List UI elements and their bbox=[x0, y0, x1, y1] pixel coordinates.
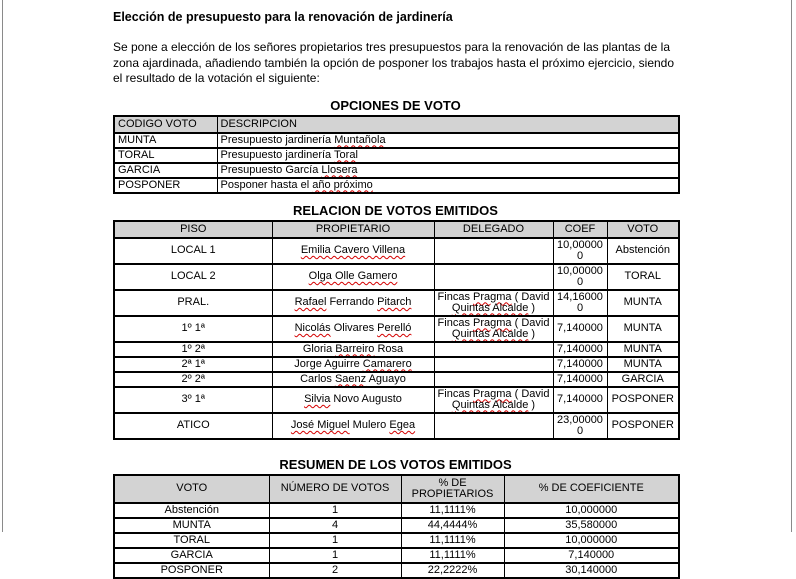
spellcheck-underlined-text: año próximo bbox=[312, 178, 373, 191]
cell-voto: TORAL bbox=[114, 533, 269, 548]
plain-text: Posponer hasta el bbox=[220, 178, 313, 191]
intro-line: zona ajardinada, añadiendo también la opción de posponer los trabajos hasta el próximo ejercicio, siendo bbox=[113, 55, 675, 70]
table-row bbox=[114, 372, 679, 387]
cell-piso: 1º 2ª bbox=[114, 342, 272, 357]
cell-pct-coeficiente: 35,580000 bbox=[504, 518, 679, 533]
spellcheck-underlined-text: Pitarch bbox=[377, 296, 412, 308]
spellcheck-underlined-text: Emilia Cavero Villena bbox=[300, 244, 406, 256]
table-row bbox=[114, 316, 679, 342]
cell-voto: POSPONER bbox=[607, 413, 679, 439]
spellcheck-underlined-text: Quintas Alcalde bbox=[451, 398, 529, 411]
plain-text: ) bbox=[528, 398, 536, 411]
table-row bbox=[114, 238, 679, 264]
spellcheck-underlined-text: Perelló bbox=[377, 322, 412, 334]
cell-delegado bbox=[434, 316, 553, 342]
table-row bbox=[114, 163, 679, 178]
cell-codigo-voto: MUNTA bbox=[114, 133, 217, 148]
plain-text: Novo Augusto bbox=[330, 393, 402, 405]
cell-voto: MUNTA bbox=[607, 316, 679, 342]
opciones-de-voto-table bbox=[113, 115, 680, 194]
plain-text: ) bbox=[528, 327, 536, 340]
cell-codigo-voto: TORAL bbox=[114, 148, 217, 163]
table-row bbox=[114, 357, 679, 372]
cell-pct-coeficiente: 10,000000 bbox=[504, 503, 679, 518]
cell-voto: POSPONER bbox=[607, 387, 679, 413]
cell-descripcion bbox=[217, 148, 679, 163]
cell-pct-coeficiente: 10,000000 bbox=[504, 533, 679, 548]
spellcheck-underlined-text: Silvia bbox=[304, 393, 331, 405]
cell-propietario bbox=[272, 316, 434, 342]
cell-codigo-voto: POSPONER bbox=[114, 178, 217, 193]
plain-text: Jorge Aguirre bbox=[294, 357, 363, 370]
column-header: VOTO bbox=[114, 475, 269, 503]
cell-coef: 10,000000 bbox=[553, 264, 607, 290]
column-header: VOTO bbox=[607, 221, 679, 238]
spellcheck-underlined-text: Olga Olle Gamero bbox=[308, 270, 398, 282]
cell-voto: POSPONER bbox=[114, 563, 269, 578]
cell-voto: Abstención bbox=[114, 503, 269, 518]
column-header: NÚMERO DE VOTOS bbox=[269, 475, 401, 503]
spellcheck-underlined-text: Pragma bbox=[473, 290, 512, 303]
cell-delegado bbox=[434, 238, 553, 264]
column-header: CODIGO VOTO bbox=[114, 116, 217, 133]
plain-text: Gloria bbox=[302, 342, 336, 355]
cell-numero-votos: 1 bbox=[269, 503, 401, 518]
header-row bbox=[114, 116, 679, 133]
section-title-opciones: OPCIONES DE VOTO bbox=[330, 97, 461, 113]
intro-line: Se pone a elección de los señores propietarios tres presupuestos para la renovación de las plantas de la bbox=[113, 40, 671, 54]
cell-piso: PRAL. bbox=[114, 290, 272, 316]
cell-propietario bbox=[272, 290, 434, 316]
plain-text: Carlos bbox=[300, 372, 335, 385]
table-row bbox=[114, 148, 679, 163]
cell-voto: Abstención bbox=[607, 238, 679, 264]
column-header: % DE COEFICIENTE bbox=[504, 475, 679, 503]
cell-coef: 7,140000 bbox=[553, 357, 607, 372]
cell-coef: 14,160000 bbox=[553, 290, 607, 316]
column-header: COEF bbox=[553, 221, 607, 238]
cell-voto: GARCIA bbox=[607, 372, 679, 387]
spellcheck-underlined-text: Egea bbox=[389, 419, 416, 431]
spellcheck-underlined-text: Quintas Alcalde bbox=[451, 301, 529, 314]
spellcheck-underlined-text: Muntañola bbox=[334, 133, 386, 146]
cell-codigo-voto: GARCIA bbox=[114, 163, 217, 178]
plain-text: Rosa bbox=[374, 342, 404, 355]
intro-line: el resultado de la votación el siguiente: bbox=[113, 71, 320, 85]
table-row bbox=[114, 518, 679, 533]
plain-text: ( David bbox=[511, 316, 550, 329]
cell-propietario bbox=[272, 372, 434, 387]
plain-text: Aguayo bbox=[366, 372, 406, 385]
cell-descripcion bbox=[217, 133, 679, 148]
column-header: PISO bbox=[114, 221, 272, 238]
cell-delegado bbox=[434, 342, 553, 357]
cell-delegado bbox=[434, 413, 553, 439]
plain-text: Fincas bbox=[437, 290, 474, 303]
cell-pct-propietarios: 22,2222% bbox=[401, 563, 504, 578]
cell-coef: 7,140000 bbox=[553, 342, 607, 357]
table-row bbox=[114, 563, 679, 578]
cell-descripcion bbox=[217, 163, 679, 178]
cell-delegado bbox=[434, 387, 553, 413]
table-row bbox=[114, 548, 679, 563]
cell-pct-propietarios: 11,1111% bbox=[401, 533, 504, 548]
cell-coef: 10,000000 bbox=[553, 238, 607, 264]
cell-numero-votos: 4 bbox=[269, 518, 401, 533]
plain-text: ) bbox=[528, 301, 536, 314]
cell-coef: 23,000000 bbox=[553, 413, 607, 439]
cell-delegado bbox=[434, 264, 553, 290]
table-row bbox=[114, 387, 679, 413]
cell-delegado bbox=[434, 357, 553, 372]
table-row bbox=[114, 290, 679, 316]
spellcheck-underlined-text: José Miguel bbox=[290, 419, 350, 431]
cell-propietario bbox=[272, 413, 434, 439]
cell-numero-votos: 1 bbox=[269, 533, 401, 548]
header-row bbox=[114, 221, 679, 238]
table-row bbox=[114, 133, 679, 148]
cell-coef: 7,140000 bbox=[553, 387, 607, 413]
plain-text: Fincas bbox=[437, 387, 474, 400]
cell-piso: LOCAL 2 bbox=[114, 264, 272, 290]
cell-numero-votos: 2 bbox=[269, 563, 401, 578]
table-row bbox=[114, 342, 679, 357]
cell-pct-propietarios: 11,1111% bbox=[401, 548, 504, 563]
table-row bbox=[114, 533, 679, 548]
cell-coef: 7,140000 bbox=[553, 372, 607, 387]
cell-piso: 1º 1ª bbox=[114, 316, 272, 342]
cell-delegado bbox=[434, 290, 553, 316]
plain-text: Presupuesto García bbox=[220, 163, 322, 176]
column-header: PROPIETARIO bbox=[272, 221, 434, 238]
cell-piso: 3º 1ª bbox=[114, 387, 272, 413]
plain-text: Presupuesto jardinería bbox=[220, 133, 335, 146]
cell-line bbox=[437, 303, 551, 314]
section-title-relacion: RELACION DE VOTOS EMITIDOS bbox=[293, 202, 498, 218]
table-row bbox=[114, 178, 679, 193]
cell-pct-propietarios: 11,1111% bbox=[401, 503, 504, 518]
cell-piso: 2º 2ª bbox=[114, 372, 272, 387]
intro-paragraph bbox=[113, 40, 773, 87]
cell-propietario bbox=[272, 264, 434, 290]
cell-pct-coeficiente: 30,140000 bbox=[504, 563, 679, 578]
cell-piso: LOCAL 1 bbox=[114, 238, 272, 264]
cell-voto: GARCIA bbox=[114, 548, 269, 563]
cell-propietario bbox=[272, 238, 434, 264]
column-header: % DE PROPIETARIOS bbox=[401, 475, 504, 503]
spellcheck-underlined-text: Quintas Alcalde bbox=[451, 327, 529, 340]
cell-piso: 2ª 1ª bbox=[114, 357, 272, 372]
spellcheck-underlined-text: Saenz bbox=[334, 372, 367, 385]
cell-delegado bbox=[434, 372, 553, 387]
spellcheck-underlined-text: Llosera bbox=[321, 163, 358, 176]
document-body bbox=[113, 10, 773, 579]
spellcheck-underlined-text: Nicolás bbox=[294, 322, 331, 334]
plain-text: Presupuesto jardinería bbox=[220, 148, 335, 161]
cell-piso: ATICO bbox=[114, 413, 272, 439]
spellcheck-underlined-text: Barreiro bbox=[335, 342, 375, 355]
table-row bbox=[114, 503, 679, 518]
header-row bbox=[114, 475, 679, 503]
resumen-votos-table bbox=[113, 474, 680, 579]
cell-pct-propietarios: 44,4444% bbox=[401, 518, 504, 533]
column-header: DELEGADO bbox=[434, 221, 553, 238]
cell-descripcion bbox=[217, 178, 679, 193]
cell-numero-votos: 1 bbox=[269, 548, 401, 563]
spellcheck-underlined-text: Toral bbox=[334, 148, 358, 161]
cell-line bbox=[437, 329, 551, 340]
plain-text: Fincas bbox=[437, 316, 474, 329]
cell-voto: MUNTA bbox=[114, 518, 269, 533]
plain-text: ( David bbox=[511, 290, 550, 303]
cell-propietario bbox=[272, 387, 434, 413]
cell-voto: MUNTA bbox=[607, 342, 679, 357]
cell-propietario bbox=[272, 357, 434, 372]
spellcheck-underlined-text: Rafael bbox=[294, 296, 327, 308]
relacion-votos-table bbox=[113, 220, 680, 440]
spellcheck-underlined-text: Pragma bbox=[473, 316, 512, 329]
cell-voto: MUNTA bbox=[607, 290, 679, 316]
cell-line bbox=[437, 400, 551, 411]
plain-text: Mulero bbox=[349, 419, 390, 431]
spellcheck-underlined-text: Camarero bbox=[362, 357, 412, 370]
section-title-resumen: RESUMEN DE LOS VOTOS EMITIDOS bbox=[279, 456, 512, 472]
cell-propietario bbox=[272, 342, 434, 357]
plain-text: ( David bbox=[511, 387, 550, 400]
plain-text: Ferrando bbox=[326, 296, 378, 308]
cell-voto: MUNTA bbox=[607, 357, 679, 372]
document-title: Elección de presupuesto para la renovación de jardinería bbox=[113, 10, 453, 24]
table-row bbox=[114, 413, 679, 439]
cell-pct-coeficiente: 7,140000 bbox=[504, 548, 679, 563]
plain-text: Olivares bbox=[330, 322, 378, 334]
spellcheck-underlined-text: Pragma bbox=[473, 387, 512, 400]
cell-coef: 7,140000 bbox=[553, 316, 607, 342]
column-header: DESCRIPCION bbox=[217, 116, 679, 133]
table-row bbox=[114, 264, 679, 290]
cell-voto: TORAL bbox=[607, 264, 679, 290]
